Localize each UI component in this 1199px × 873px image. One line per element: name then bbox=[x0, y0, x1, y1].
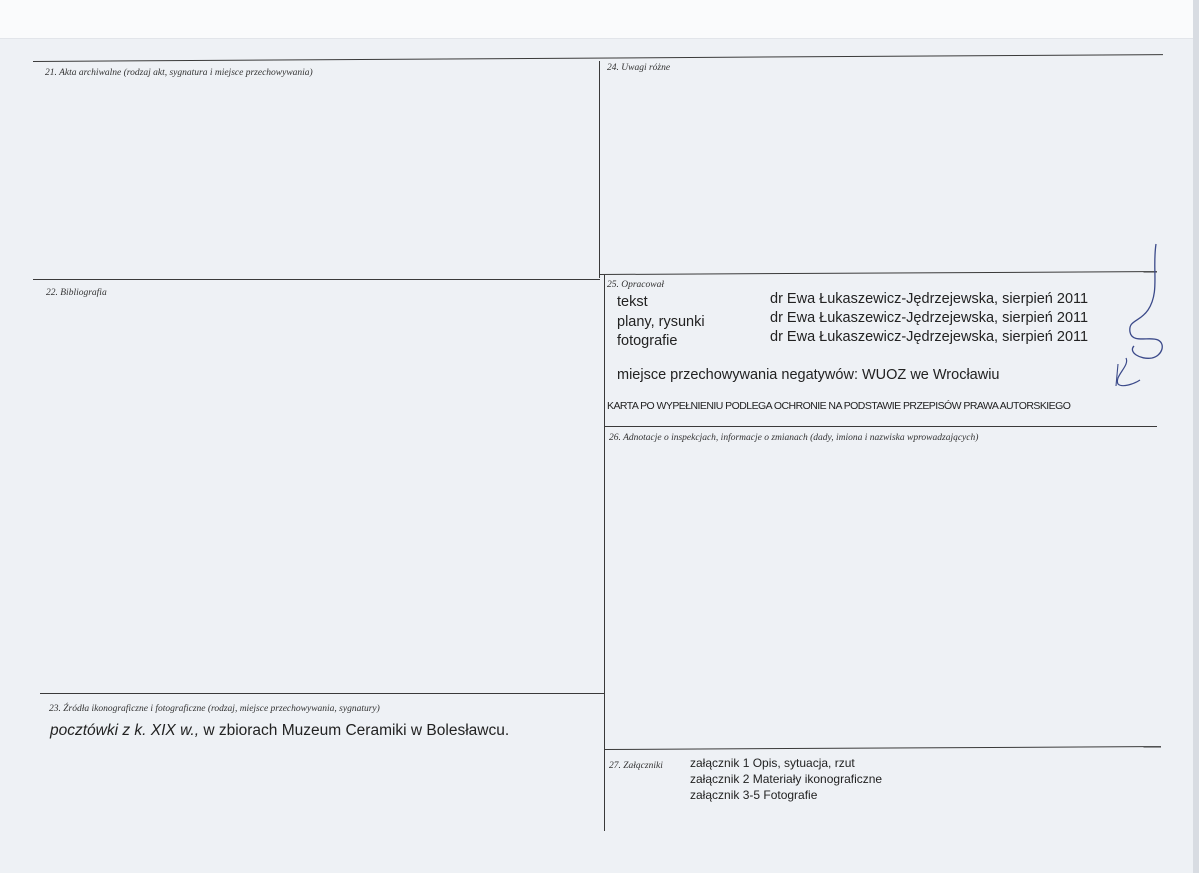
scan-right-edge bbox=[1193, 0, 1199, 873]
attachment-item: załącznik 3-5 Fotografie bbox=[690, 788, 818, 802]
author-row-value: dr Ewa Łukaszewicz-Jędrzejewska, sierpień 2011 bbox=[770, 329, 1089, 345]
attachment-item: załącznik 2 Materiały ikonograficzne bbox=[690, 772, 883, 786]
iconographic-sources-value bbox=[50, 722, 509, 740]
divider-row2-left bbox=[33, 279, 600, 280]
postcards-text: pocztówki z k. XIX w., bbox=[50, 722, 200, 739]
divider-23 bbox=[40, 693, 604, 694]
divider-vertical-lower bbox=[604, 275, 605, 831]
section-24-label: 24. Uwagi różne bbox=[607, 63, 671, 73]
author-row-key: plany, rysunki bbox=[617, 314, 705, 330]
section-27-label: 27. Załączniki bbox=[609, 761, 663, 771]
section-26-label: 26. Adnotacje o inspekcjach, informacje o zmianach (dady, imiona i nazwiska wprowadzających) bbox=[609, 433, 979, 443]
divider-row2-right bbox=[600, 271, 1157, 275]
attachment-item: załącznik 1 Opis, sytuacja, rzut bbox=[690, 756, 855, 770]
copyright-notice: KARTA PO WYPEŁNIENIU PODLEGA OCHRONIE NA PODSTAWIE PRZEPISÓW PRAWA AUTORSKIEGO bbox=[607, 400, 1071, 412]
scan-top-margin bbox=[0, 0, 1199, 39]
divider-26 bbox=[604, 426, 1157, 427]
handwritten-signature bbox=[1100, 240, 1180, 400]
author-row-value: dr Ewa Łukaszewicz-Jędrzejewska, sierpień 2011 bbox=[770, 291, 1089, 307]
section-23-label: 23. Źródła ikonograficzne i fotograficzne (rodzaj, miejsce przechowywania, sygnatury) bbox=[49, 704, 380, 714]
section-25-label: 25. Opracował bbox=[607, 280, 664, 290]
museum-collection-text: w zbiorach Muzeum Ceramiki w Bolesławcu. bbox=[199, 722, 510, 739]
divider-vertical-upper bbox=[599, 61, 600, 278]
author-row-key: fotografie bbox=[617, 333, 678, 349]
author-row-key: tekst bbox=[617, 294, 648, 310]
section-21-label: 21. Akta archiwalne (rodzaj akt, sygnatura i miejsce przechowywania) bbox=[45, 68, 313, 78]
section-22-label: 22. Bibliografia bbox=[46, 288, 107, 298]
negatives-location: miejsce przechowywania negatywów: WUOZ we Wrocławiu bbox=[617, 367, 1000, 383]
divider-27 bbox=[605, 746, 1161, 750]
divider-top bbox=[33, 54, 1163, 62]
author-row-value: dr Ewa Łukaszewicz-Jędrzejewska, sierpień 2011 bbox=[770, 310, 1089, 326]
